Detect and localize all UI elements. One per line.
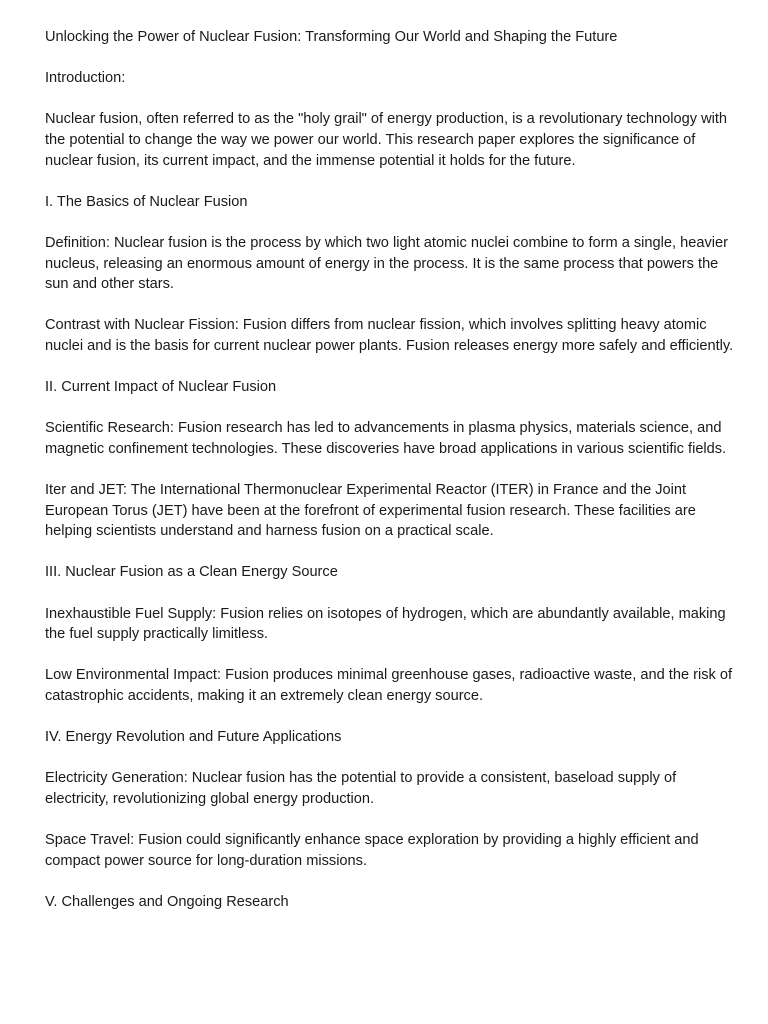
section-heading-3: III. Nuclear Fusion as a Clean Energy Source (45, 564, 338, 581)
section-heading-4: IV. Energy Revolution and Future Applications (45, 729, 342, 746)
document-page (45, 27, 735, 933)
section-3-paragraph-2: Low Environmental Impact: Fusion produces minimal greenhouse gases, radioactive waste, and the risk of catastrophic accidents, making it an extremely clean energy source. (45, 667, 733, 704)
section-4-paragraph-1: Electricity Generation: Nuclear fusion has the potential to provide a consistent, baseload supply of electricity, revolutionizing global energy production. (45, 770, 677, 807)
intro-heading: Introduction: (45, 70, 126, 87)
section-1-paragraph-2: Contrast with Nuclear Fission: Fusion differs from nuclear fission, which involves splitting heavy atomic nuclei and is the basis for current nuclear power plants. Fusion releases energy more safely and efficiently. (45, 317, 734, 354)
section-heading-2: II. Current Impact of Nuclear Fusion (45, 379, 277, 396)
intro-paragraph: Nuclear fusion, often referred to as the "holy grail" of energy production, is a revolutionary technology with the potential to change the way we power our world. This research paper explores the significance of nuclear fusion, its current impact, and the immense potential it holds for the future. (45, 111, 728, 169)
section-3-paragraph-1: Inexhaustible Fuel Supply: Fusion relies on isotopes of hydrogen, which are abundantly available, making the fuel supply practically limitless. (45, 605, 726, 643)
section-2-paragraph-2: Iter and JET: The International Thermonuclear Experimental Reactor (ITER) in France and the Joint European Torus (JET) have been at the forefront of experimental fusion research. These facilities are helping scientists understand and harness fusion on a practical scale. (45, 482, 696, 540)
section-4-paragraph-2: Space Travel: Fusion could significantly enhance space exploration by providing a highly efficient and compact power source for long-duration missions. (45, 832, 699, 869)
document-title: Unlocking the Power of Nuclear Fusion: Transforming Our World and Shaping the Future (45, 29, 618, 45)
section-2-paragraph-1: Scientific Research: Fusion research has led to advancements in plasma physics, materials science, and magnetic confinement technologies. These discoveries have broad applications in various scientific fields. (45, 420, 727, 457)
section-1-paragraph-1: Definition: Nuclear fusion is the process by which two light atomic nuclei combine to form a single, heavier nucleus, releasing an enormous amount of energy in the process. It is the same process that powers the sun and other stars. (45, 234, 728, 293)
section-heading-5: V. Challenges and Ongoing Research (45, 893, 289, 910)
section-heading-1: I. The Basics of Nuclear Fusion (45, 193, 248, 210)
